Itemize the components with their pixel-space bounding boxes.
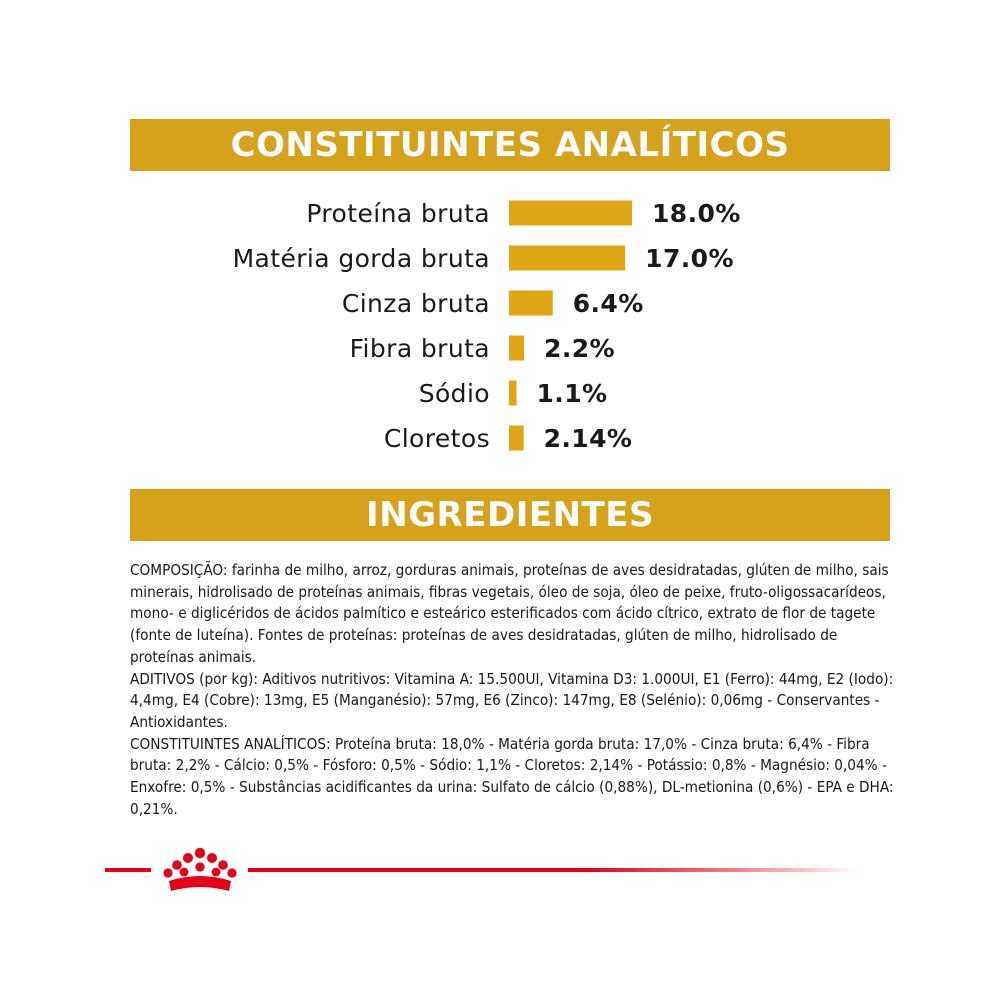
value-label: 17.0%: [645, 244, 734, 273]
bar: [509, 246, 625, 271]
category-label: Proteína bruta: [306, 199, 490, 228]
analytical-constituents-title: CONSTITUINTES ANALÍTICOS: [230, 125, 790, 165]
category-label: Fibra bruta: [349, 334, 490, 363]
ingredients-text: [130, 560, 900, 820]
category-label: Cloretos: [383, 424, 490, 453]
footer-red-line-right: [248, 868, 860, 872]
bar: [509, 291, 553, 316]
bar: [509, 426, 524, 451]
ingredients-additives: ADITIVOS (por kg): Aditivos nutritivos: Vitamina A: 15.500UI, Vitamina D3: 1.000UI, E1 (Ferro): 44mg, E2 (Iodo): 4,4mg, E4 (Cobre): 13mg, E5 (Manganésio): 57mg, E6 (Zinco): 147mg, E8 (Selénio): 0,06mg - Conservantes - Antioxidantes.: [130, 669, 894, 731]
footer-red-line-left: [105, 868, 151, 872]
category-label: Matéria gorda bruta: [232, 244, 490, 273]
analytical-constituents-header: [130, 119, 890, 171]
ingredients-header: [130, 489, 890, 541]
ingredients-composition: COMPOSIÇÃO: farinha de milho, arroz, gorduras animais, proteínas de aves desidratadas, glúten de milho, sais minerais, hidrolisado de proteínas animais, fibras vegetais, óleo de soja, óleo de peixe, fruto-oligossacarídeos, mono- e diglicéridos de ácidos palmítico e esteárico esterificados com ácido cítrico, extrato de flor de tagete (fonte de luteína). Fontes de proteínas: proteínas de aves desidratadas, glúten de milho, hidrolisado de proteínas animais.: [130, 561, 889, 666]
ingredients-title: INGREDIENTES: [366, 495, 654, 535]
royal-canin-crown-icon: [157, 845, 243, 895]
bar: [509, 381, 517, 406]
value-label: 6.4%: [572, 289, 644, 318]
value-label: 2.2%: [544, 334, 615, 363]
ingredients-analytical: CONSTITUINTES ANALÍTICOS: Proteína bruta: 18,0% - Matéria gorda bruta: 17,0% - Cinza bruta: 6,4% - Fibra bruta: 2,2% - Cálcio: 0,5% - Fósforo: 0,5% - Sódio: 1,1% - Cloretos: 2,14% - Potássio: 0,8% - Magnésio: 0,04% - Enxofre: 0,5% - Substâncias acidificantes da urina: Sulfato de cálcio (0,88%), DL-metionina (0,6%) - EPA e DHA: 0,21%.: [130, 734, 894, 818]
value-label: 1.1%: [536, 379, 608, 408]
category-label: Sódio: [418, 379, 490, 408]
analytical-bar-chart: [0, 180, 1000, 470]
value-label: 18.0%: [652, 199, 741, 228]
bar: [509, 201, 632, 226]
bar: [509, 336, 524, 361]
category-label: Cinza bruta: [341, 289, 490, 318]
value-label: 2.14%: [543, 424, 633, 453]
